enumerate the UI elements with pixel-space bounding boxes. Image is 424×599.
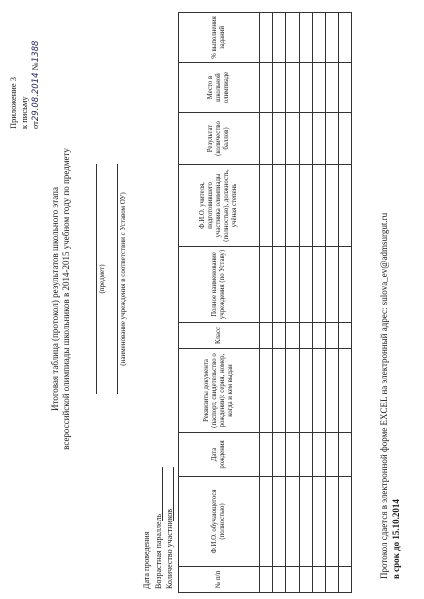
table-cell bbox=[286, 433, 299, 477]
table-cell bbox=[260, 323, 273, 349]
table-cell bbox=[325, 433, 338, 477]
table-cell bbox=[312, 433, 325, 477]
from-prefix: от bbox=[30, 121, 40, 129]
table-cell bbox=[325, 323, 338, 349]
table-cell bbox=[299, 349, 312, 433]
footer-deadline: в срок до 15.10.2014 bbox=[391, 499, 401, 579]
table-cell bbox=[339, 567, 352, 593]
table-cell bbox=[325, 349, 338, 433]
header-birth-date: Дата рождения bbox=[179, 433, 260, 477]
table-row bbox=[286, 13, 299, 593]
header-institution: Полное наименование учреждения (по Уставу) bbox=[179, 247, 260, 323]
table-cell bbox=[299, 247, 312, 323]
header-teacher: Ф.И.О. учителя, подготовившего участника олимпиады (полностью), должность, учёная степень bbox=[179, 165, 260, 247]
table-cell bbox=[339, 477, 352, 567]
table-cell bbox=[286, 477, 299, 567]
table-row bbox=[325, 13, 338, 593]
table-cell bbox=[260, 113, 273, 165]
table-cell bbox=[339, 63, 352, 113]
table-body bbox=[260, 13, 352, 593]
org-fill-line bbox=[117, 164, 118, 394]
table-cell bbox=[325, 13, 338, 63]
table-cell bbox=[312, 349, 325, 433]
letter-ref: к письму bbox=[19, 96, 29, 129]
table-cell bbox=[325, 477, 338, 567]
table-row bbox=[339, 13, 352, 593]
table-cell bbox=[286, 63, 299, 113]
table-cell bbox=[286, 567, 299, 593]
header-place: Место в школьной олимпиаде bbox=[179, 63, 260, 113]
age-field bbox=[153, 509, 165, 589]
table-cell bbox=[286, 349, 299, 433]
table-cell bbox=[339, 13, 352, 63]
count-label: Количество участников bbox=[165, 508, 174, 589]
table-cell bbox=[260, 477, 273, 567]
table-cell bbox=[299, 13, 312, 63]
table-cell bbox=[339, 165, 352, 247]
table-header-row bbox=[179, 13, 260, 593]
table-cell bbox=[312, 63, 325, 113]
subject-fill-line bbox=[96, 164, 97, 394]
meta-fields bbox=[141, 509, 176, 589]
table-cell bbox=[325, 567, 338, 593]
table-row bbox=[299, 13, 312, 593]
table-cell bbox=[339, 433, 352, 477]
table-cell bbox=[273, 433, 286, 477]
table-cell bbox=[286, 113, 299, 165]
table-cell bbox=[325, 247, 338, 323]
table-cell bbox=[339, 113, 352, 165]
table-cell bbox=[299, 477, 312, 567]
table-cell bbox=[286, 323, 299, 349]
table-row bbox=[273, 13, 286, 593]
table-cell bbox=[299, 567, 312, 593]
table-cell bbox=[273, 165, 286, 247]
header-percent: % выполнения заданий bbox=[179, 13, 260, 63]
table-cell bbox=[299, 165, 312, 247]
footer-note bbox=[378, 213, 402, 579]
table-cell bbox=[299, 323, 312, 349]
table-cell bbox=[286, 13, 299, 63]
appendix-block bbox=[8, 41, 42, 129]
org-caption: (наименование учреждения в соответствии с Уставом ОУ) bbox=[119, 192, 127, 366]
footer-submission-note: Протокол сдается в электронной форме EXCEL на электронный адрес: sulova_ev@admsurgut.ru bbox=[379, 212, 389, 579]
table-cell bbox=[299, 433, 312, 477]
table-cell bbox=[312, 113, 325, 165]
age-fill-line bbox=[162, 467, 163, 521]
date-label: Дата проведения bbox=[142, 531, 151, 589]
table-cell bbox=[312, 13, 325, 63]
table-cell bbox=[273, 13, 286, 63]
table-cell bbox=[339, 323, 352, 349]
table-cell bbox=[312, 165, 325, 247]
results-table bbox=[178, 12, 352, 593]
document-title bbox=[50, 99, 72, 499]
table-cell bbox=[260, 247, 273, 323]
title-line-2: всероссийской олимпиады школьников в 2014-2015 учебном году по предмету bbox=[61, 148, 71, 450]
table-cell bbox=[260, 63, 273, 113]
table-cell bbox=[273, 247, 286, 323]
header-student-name: Ф.И.О. обучающегося (полностью) bbox=[179, 477, 260, 567]
letter-date-number bbox=[30, 41, 42, 129]
table-cell bbox=[299, 63, 312, 113]
count-fill-line bbox=[173, 467, 174, 521]
title-line-1: Итоговая таблица (протокол) результатов школьного этапа bbox=[50, 187, 60, 411]
age-label: Возрастная параллель bbox=[153, 513, 163, 589]
handwritten-number: 1388 bbox=[31, 40, 41, 63]
table-cell bbox=[273, 63, 286, 113]
table-cell bbox=[325, 63, 338, 113]
table-cell bbox=[273, 349, 286, 433]
table-cell bbox=[273, 323, 286, 349]
table-cell bbox=[286, 247, 299, 323]
table-cell bbox=[286, 165, 299, 247]
table-cell bbox=[260, 349, 273, 433]
header-result: Результат (количество баллов) bbox=[179, 113, 260, 165]
table-cell bbox=[260, 165, 273, 247]
table-cell bbox=[325, 113, 338, 165]
table-cell bbox=[312, 323, 325, 349]
table-row bbox=[312, 13, 325, 593]
table-cell bbox=[273, 567, 286, 593]
date-field bbox=[141, 509, 153, 589]
table-cell bbox=[273, 113, 286, 165]
table-cell bbox=[339, 349, 352, 433]
table-cell bbox=[312, 567, 325, 593]
table-cell bbox=[260, 13, 273, 63]
table-row bbox=[260, 13, 273, 593]
count-field bbox=[164, 509, 176, 589]
number-sign: № bbox=[30, 62, 40, 71]
table-cell bbox=[339, 247, 352, 323]
table-cell bbox=[312, 477, 325, 567]
subject-caption: (предмет) bbox=[98, 264, 106, 294]
header-document-details: Реквизиты документа (паспорт, свидетельство о рождении): серия, номер, когда и кем выдан bbox=[179, 349, 260, 433]
table-cell bbox=[273, 477, 286, 567]
appendix-label: Приложение 3 bbox=[8, 77, 18, 129]
table-cell bbox=[299, 113, 312, 165]
table-cell bbox=[260, 433, 273, 477]
header-no: № п/п bbox=[179, 567, 260, 593]
table-cell bbox=[312, 247, 325, 323]
table-cell bbox=[325, 165, 338, 247]
table-cell bbox=[260, 567, 273, 593]
header-grade: Класс bbox=[179, 323, 260, 349]
handwritten-date: 29.08.2014 bbox=[31, 72, 41, 122]
